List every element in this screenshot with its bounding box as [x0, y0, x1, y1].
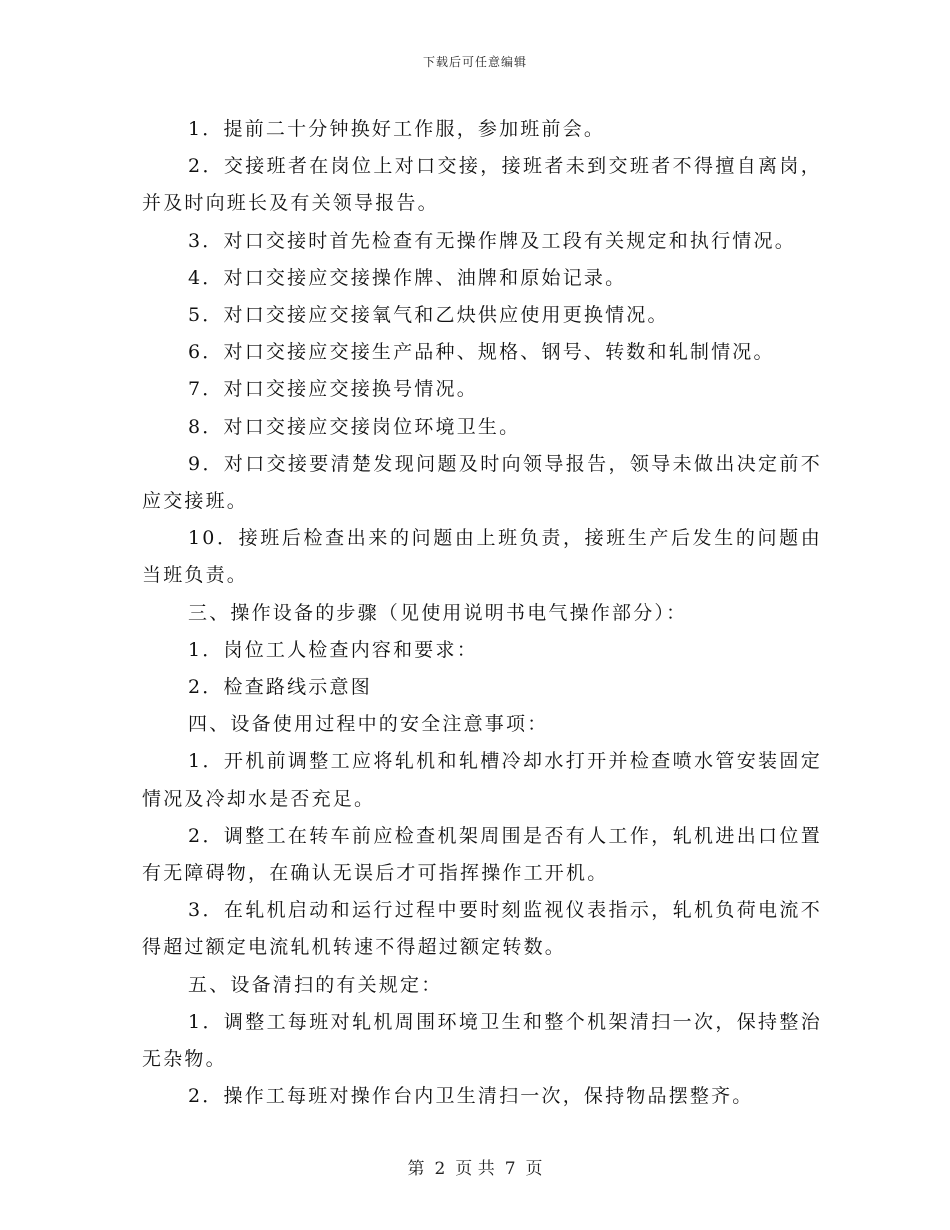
paragraph: 3．在轧机启动和运行过程中要时刻监视仪表指示，轧机负荷电流不得超过额定电流轧机转速不得超过额定转数。 [142, 899, 822, 959]
paragraph: 2．交接班者在岗位上对口交接，接班者未到交班者不得擅自离岗，并及时向班长及有关领导报告。 [142, 155, 822, 215]
document-body [142, 111, 822, 1115]
paragraph: 5．对口交接应交接氧气和乙炔供应使用更换情况。 [188, 304, 669, 327]
footer-total-pages: 7 [504, 1159, 516, 1179]
paragraph: 2．检查路线示意图 [188, 676, 372, 699]
section-heading: 四、设备使用过程中的安全注意事项： [188, 713, 549, 736]
paragraph: 1．调整工每班对轧机周围环境卫生和整个机架清扫一次，保持整治无杂物。 [142, 1010, 822, 1071]
footer-suffix: 页 [525, 1159, 543, 1179]
paragraph: 4．对口交接应交接操作牌、油牌和原始记录。 [188, 266, 627, 289]
paragraph: 2．操作工每班对操作台内卫生清扫一次，保持物品摆整齐。 [188, 1085, 754, 1108]
footer-page-number: 2 [434, 1159, 446, 1179]
paragraph: 3．对口交接时首先检查有无操作牌及工段有关规定和执行情况。 [188, 229, 796, 252]
section-heading: 五、设备清扫的有关规定： [188, 973, 443, 996]
paragraph: 10．接班后检查出来的问题由上班负责，接班生产后发生的问题由当班负责。 [142, 527, 822, 587]
footer-prefix: 第 [407, 1159, 425, 1179]
page-footer [0, 1154, 950, 1179]
paragraph: 1．开机前调整工应将轧机和轧槽冷却水打开并检查喷水管安装固定情况及冷却水是否充足。 [142, 750, 822, 810]
paragraph: 1．岗位工人检查内容和要求： [188, 638, 478, 661]
footer-middle: 页 共 [455, 1159, 495, 1179]
page-header: 下载后可任意编辑 [422, 55, 527, 69]
paragraph: 6．对口交接应交接生产品种、规格、钢号、转数和轧制情况。 [188, 341, 775, 364]
paragraph: 7．对口交接应交接换号情况。 [188, 378, 478, 401]
paragraph: 9．对口交接要清楚发现问题及时向领导报告，领导未做出决定前不应交接班。 [142, 452, 822, 513]
paragraph: 2．调整工在转车前应检查机架周围是否有人工作，轧机进出口位置有无障碍物，在确认无误后才可指挥操作工开机。 [142, 824, 822, 885]
paragraph: 8．对口交接应交接岗位环境卫生。 [188, 415, 521, 438]
section-heading: 三、操作设备的步骤（见使用说明书电气操作部分）： [188, 601, 688, 624]
paragraph: 1．提前二十分钟换好工作服，参加班前会。 [188, 118, 606, 140]
